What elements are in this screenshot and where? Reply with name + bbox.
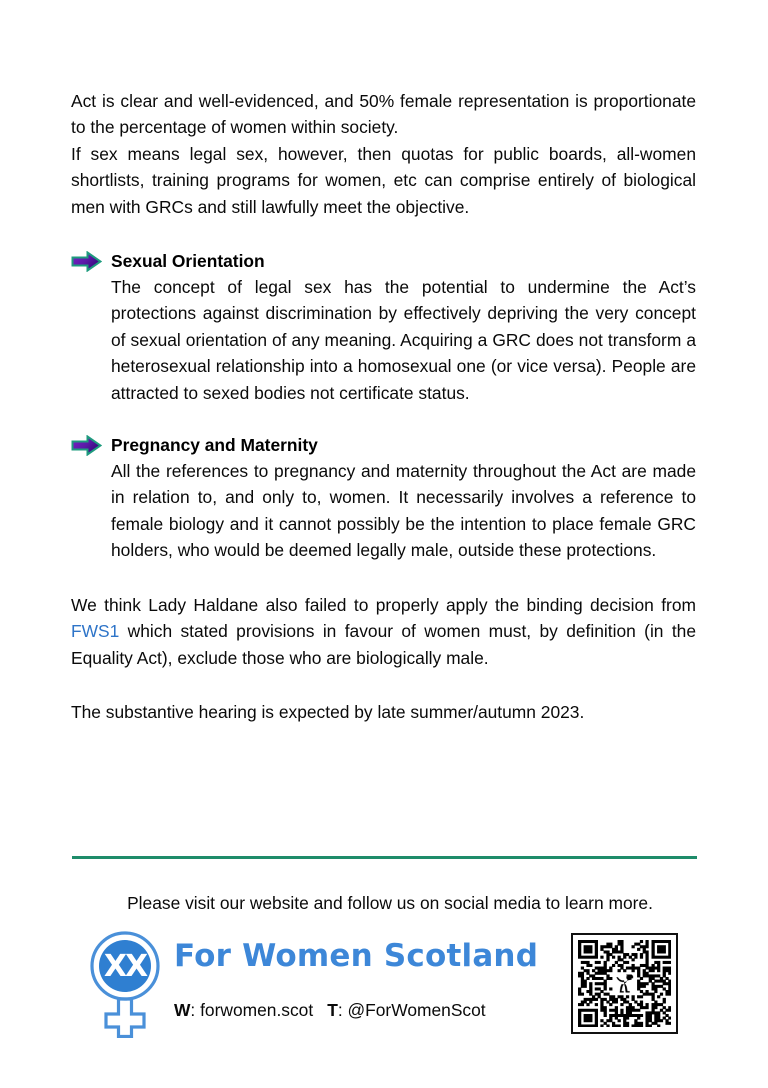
qr-code-icon[interactable] (571, 933, 678, 1034)
section-heading-label: Sexual Orientation (111, 251, 265, 272)
section-heading-row-pregnancy-maternity (71, 432, 696, 458)
qr-code-canvas (578, 940, 671, 1027)
paragraph-hearing: The substantive hearing is expected by late summer/autumn 2023. (71, 701, 585, 722)
brand-contact-line (174, 998, 486, 1022)
section-heading-row-sexual-orientation (71, 248, 696, 274)
right-arrow-icon (71, 435, 102, 456)
paragraph-opening-second: If sex means legal sex, however, then quotas for public boards, all-women shortlists, training programs for women, etc can comprise entirely of biological men with GRCs and still lawfully meet the objective. (71, 143, 696, 217)
spacer (71, 564, 696, 592)
fws1-link[interactable]: FWS1 (71, 621, 120, 642)
document-body (71, 88, 696, 725)
brand-block (86, 928, 539, 1040)
paragraph-haldane (71, 592, 696, 671)
web-label: W (174, 1000, 191, 1020)
section-body-sexual-orientation: The concept of legal sex has the potential to undermine the Act’s protections against discrimination by effectively depriving the very concept of sexual orientation of any meaning. Acquiring a GRC does not transform a heterosexual relationship into a homosexual one (or vice versa). People are attracted to sexed bodies not certificate status. (111, 277, 696, 403)
footer-call-to-action: Please visit our website and follow us on social media to learn more. (127, 893, 653, 913)
haldane-text-before-link: We think Lady Haldane also failed to properly apply the binding decision from (71, 594, 696, 615)
spacer (71, 671, 696, 699)
twitter-label: T (327, 1000, 338, 1020)
spacer (71, 406, 696, 432)
paragraph-opening: Act is clear and well-evidenced, and 50% female representation is proportionate to the percentage of women within society. (71, 91, 696, 138)
brand-name: For Women Scotland (174, 938, 539, 974)
section-body-pregnancy-maternity: All the references to pregnancy and maternity throughout the Act are made in relation to, and only to, women. It necessarily involves a reference to female biology and it cannot possibly be the intention to place female GRC holders, who would be deemed legally male, outside these protections. (111, 461, 696, 561)
twitter-value[interactable]: @ForWomenScot (347, 1000, 486, 1020)
svg-text:XX: XX (103, 949, 147, 984)
right-arrow-icon (71, 251, 102, 272)
section-heading-label: Pregnancy and Maternity (111, 435, 318, 456)
web-value[interactable]: forwomen.scot (200, 1000, 314, 1020)
web-separator: : (190, 1000, 201, 1020)
venus-symbol-icon (86, 928, 164, 1038)
haldane-text-after-link: which stated provisions in favour of women must, by definition (in the Equality Act), exclude those who are biologically male. (71, 621, 696, 668)
twitter-separator: : (337, 1000, 348, 1020)
footer-divider (72, 856, 697, 859)
spacer (71, 220, 696, 248)
